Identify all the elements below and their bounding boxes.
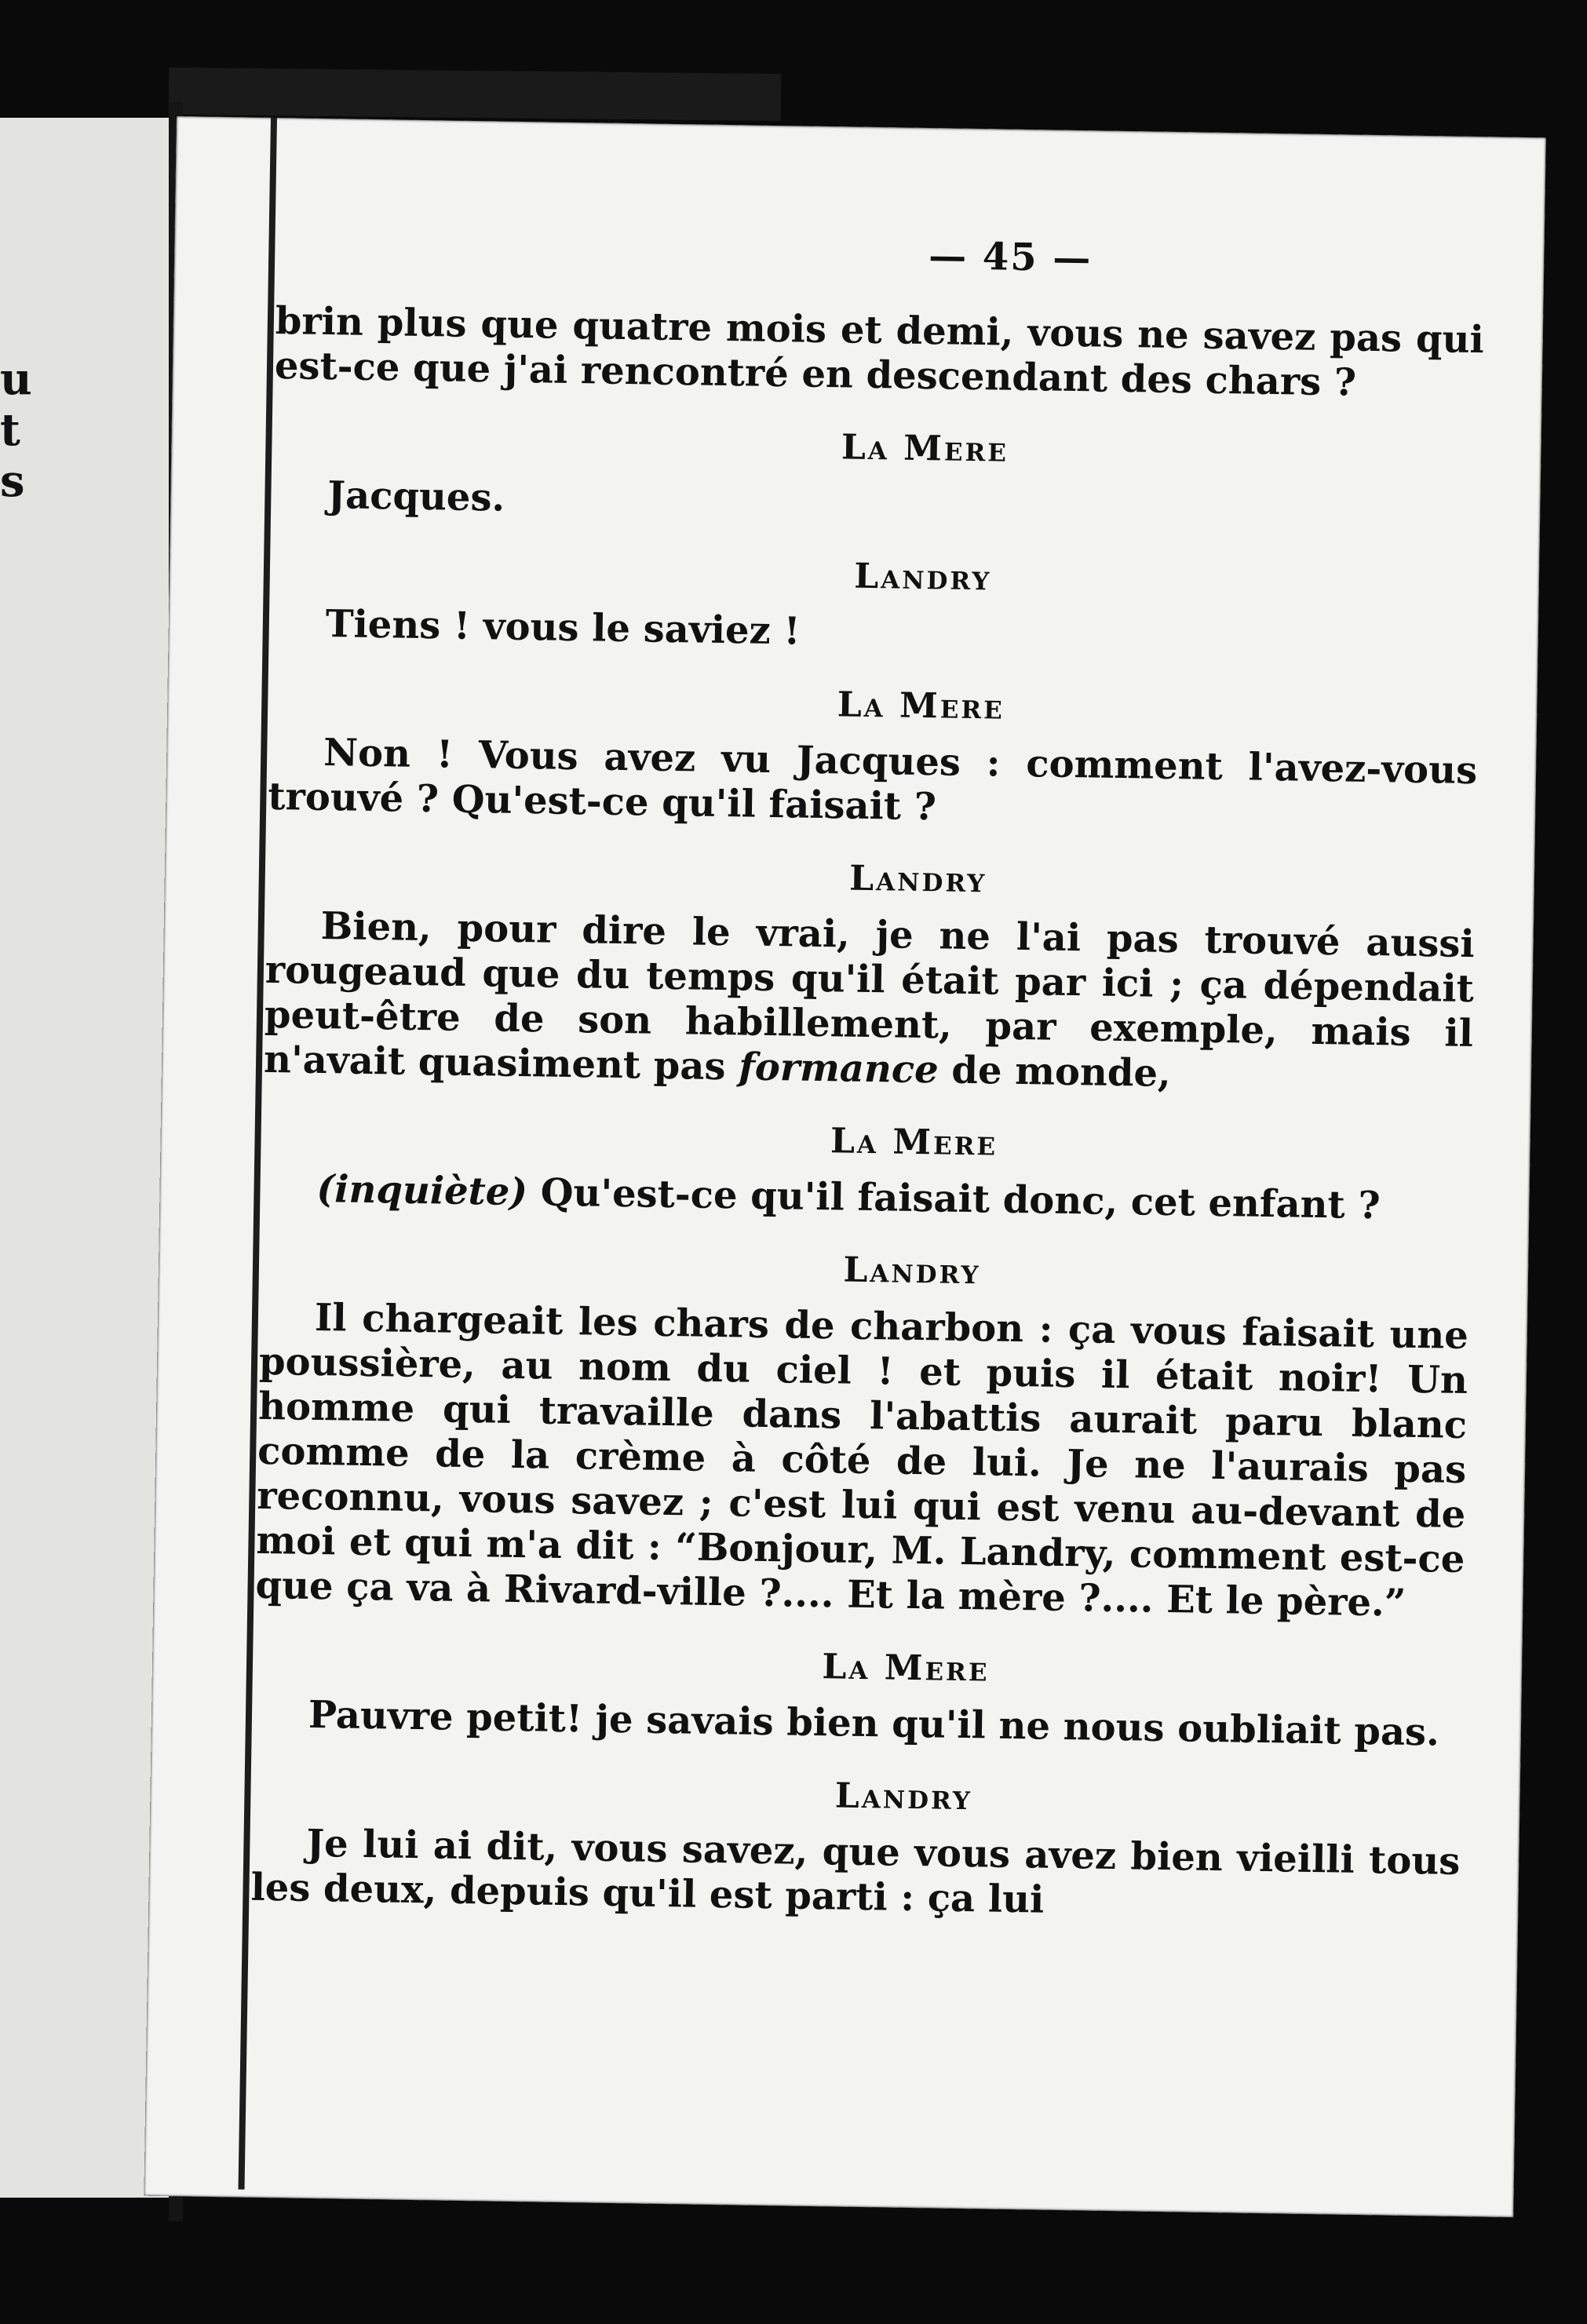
dialogue-text: Tiens ! vous le saviez ! xyxy=(325,602,801,654)
dialogue-text-part: de monde, xyxy=(938,1048,1172,1096)
facing-page-fragment: t xyxy=(0,404,20,456)
dialogue-text-part: Bien, pour dire le vrai, je ne l'ai pas trouvé aussi rougeaud que du temps qu'il était par ici ; ça dépendait peut-être de son habillement, par exemple, mais il n'avait quasiment pas xyxy=(263,904,1476,1089)
speaker-name: Landry xyxy=(848,858,987,901)
dialogue-text-part: Qu'est-ce qu'il faisait donc, cet enfant ? xyxy=(527,1170,1381,1228)
speaker-name: Landry xyxy=(853,556,992,599)
speaker-name: Landry xyxy=(843,1250,981,1293)
page-content xyxy=(250,224,1486,1929)
speaker-name: Landry xyxy=(834,1775,973,1819)
speaker-name: La Mere xyxy=(837,684,1005,728)
speaker-name: La Mere xyxy=(830,1121,998,1164)
dialogue-text: brin plus que quatre mois et demi, vous ne savez pas qui est-ce que j'ai rencontré en descendant des chars ? xyxy=(274,299,1485,405)
speaker-name: La Mere xyxy=(822,1647,990,1690)
emphasized-word: formance xyxy=(738,1045,939,1093)
page-number: — 45 — xyxy=(928,234,1093,281)
book-top-edge xyxy=(169,67,782,121)
dialogue-text xyxy=(261,1166,1471,1230)
dialogue-text: Il chargeait les chars de charbon : ça vous faisait une poussière, au nom du ciel ! et puis il était noir! Un homme qui travaille dans l'abattis aurait paru blanc comme de la crème à côté de lui. Je ne l'aurais pas reconnu, vous savez ; c'est lui qui est venu au-devant de moi et qui m'a dit : “Bonjour, M. Landry, comment est-ce que ça va à Rivard-ville ?.... Et la mère ?.... Et le père.” xyxy=(255,1295,1469,1625)
stage-direction: (inquiète) xyxy=(316,1166,528,1215)
facing-page-edge xyxy=(0,118,169,2198)
dialogue-text xyxy=(264,903,1475,1101)
dialogue-text: Jacques. xyxy=(327,473,505,520)
facing-page-fragment: u xyxy=(0,353,32,405)
book-page xyxy=(144,116,1545,2217)
dialogue-text: Je lui ai dit, vous savez, que vous avez bien vieilli tous les deux, depuis qu'il est parti : ça lui xyxy=(250,1821,1461,1922)
facing-page-fragment: s xyxy=(0,455,25,507)
speaker-name: La Mere xyxy=(841,427,1009,470)
dialogue-text: Pauvre petit! je savais bien qu'il ne nous oubliait pas. xyxy=(308,1692,1440,1755)
dialogue-text: Non ! Vous avez vu Jacques : comment l'avez-vous trouvé ? Qu'est-ce qu'il faisait ? xyxy=(267,731,1478,830)
